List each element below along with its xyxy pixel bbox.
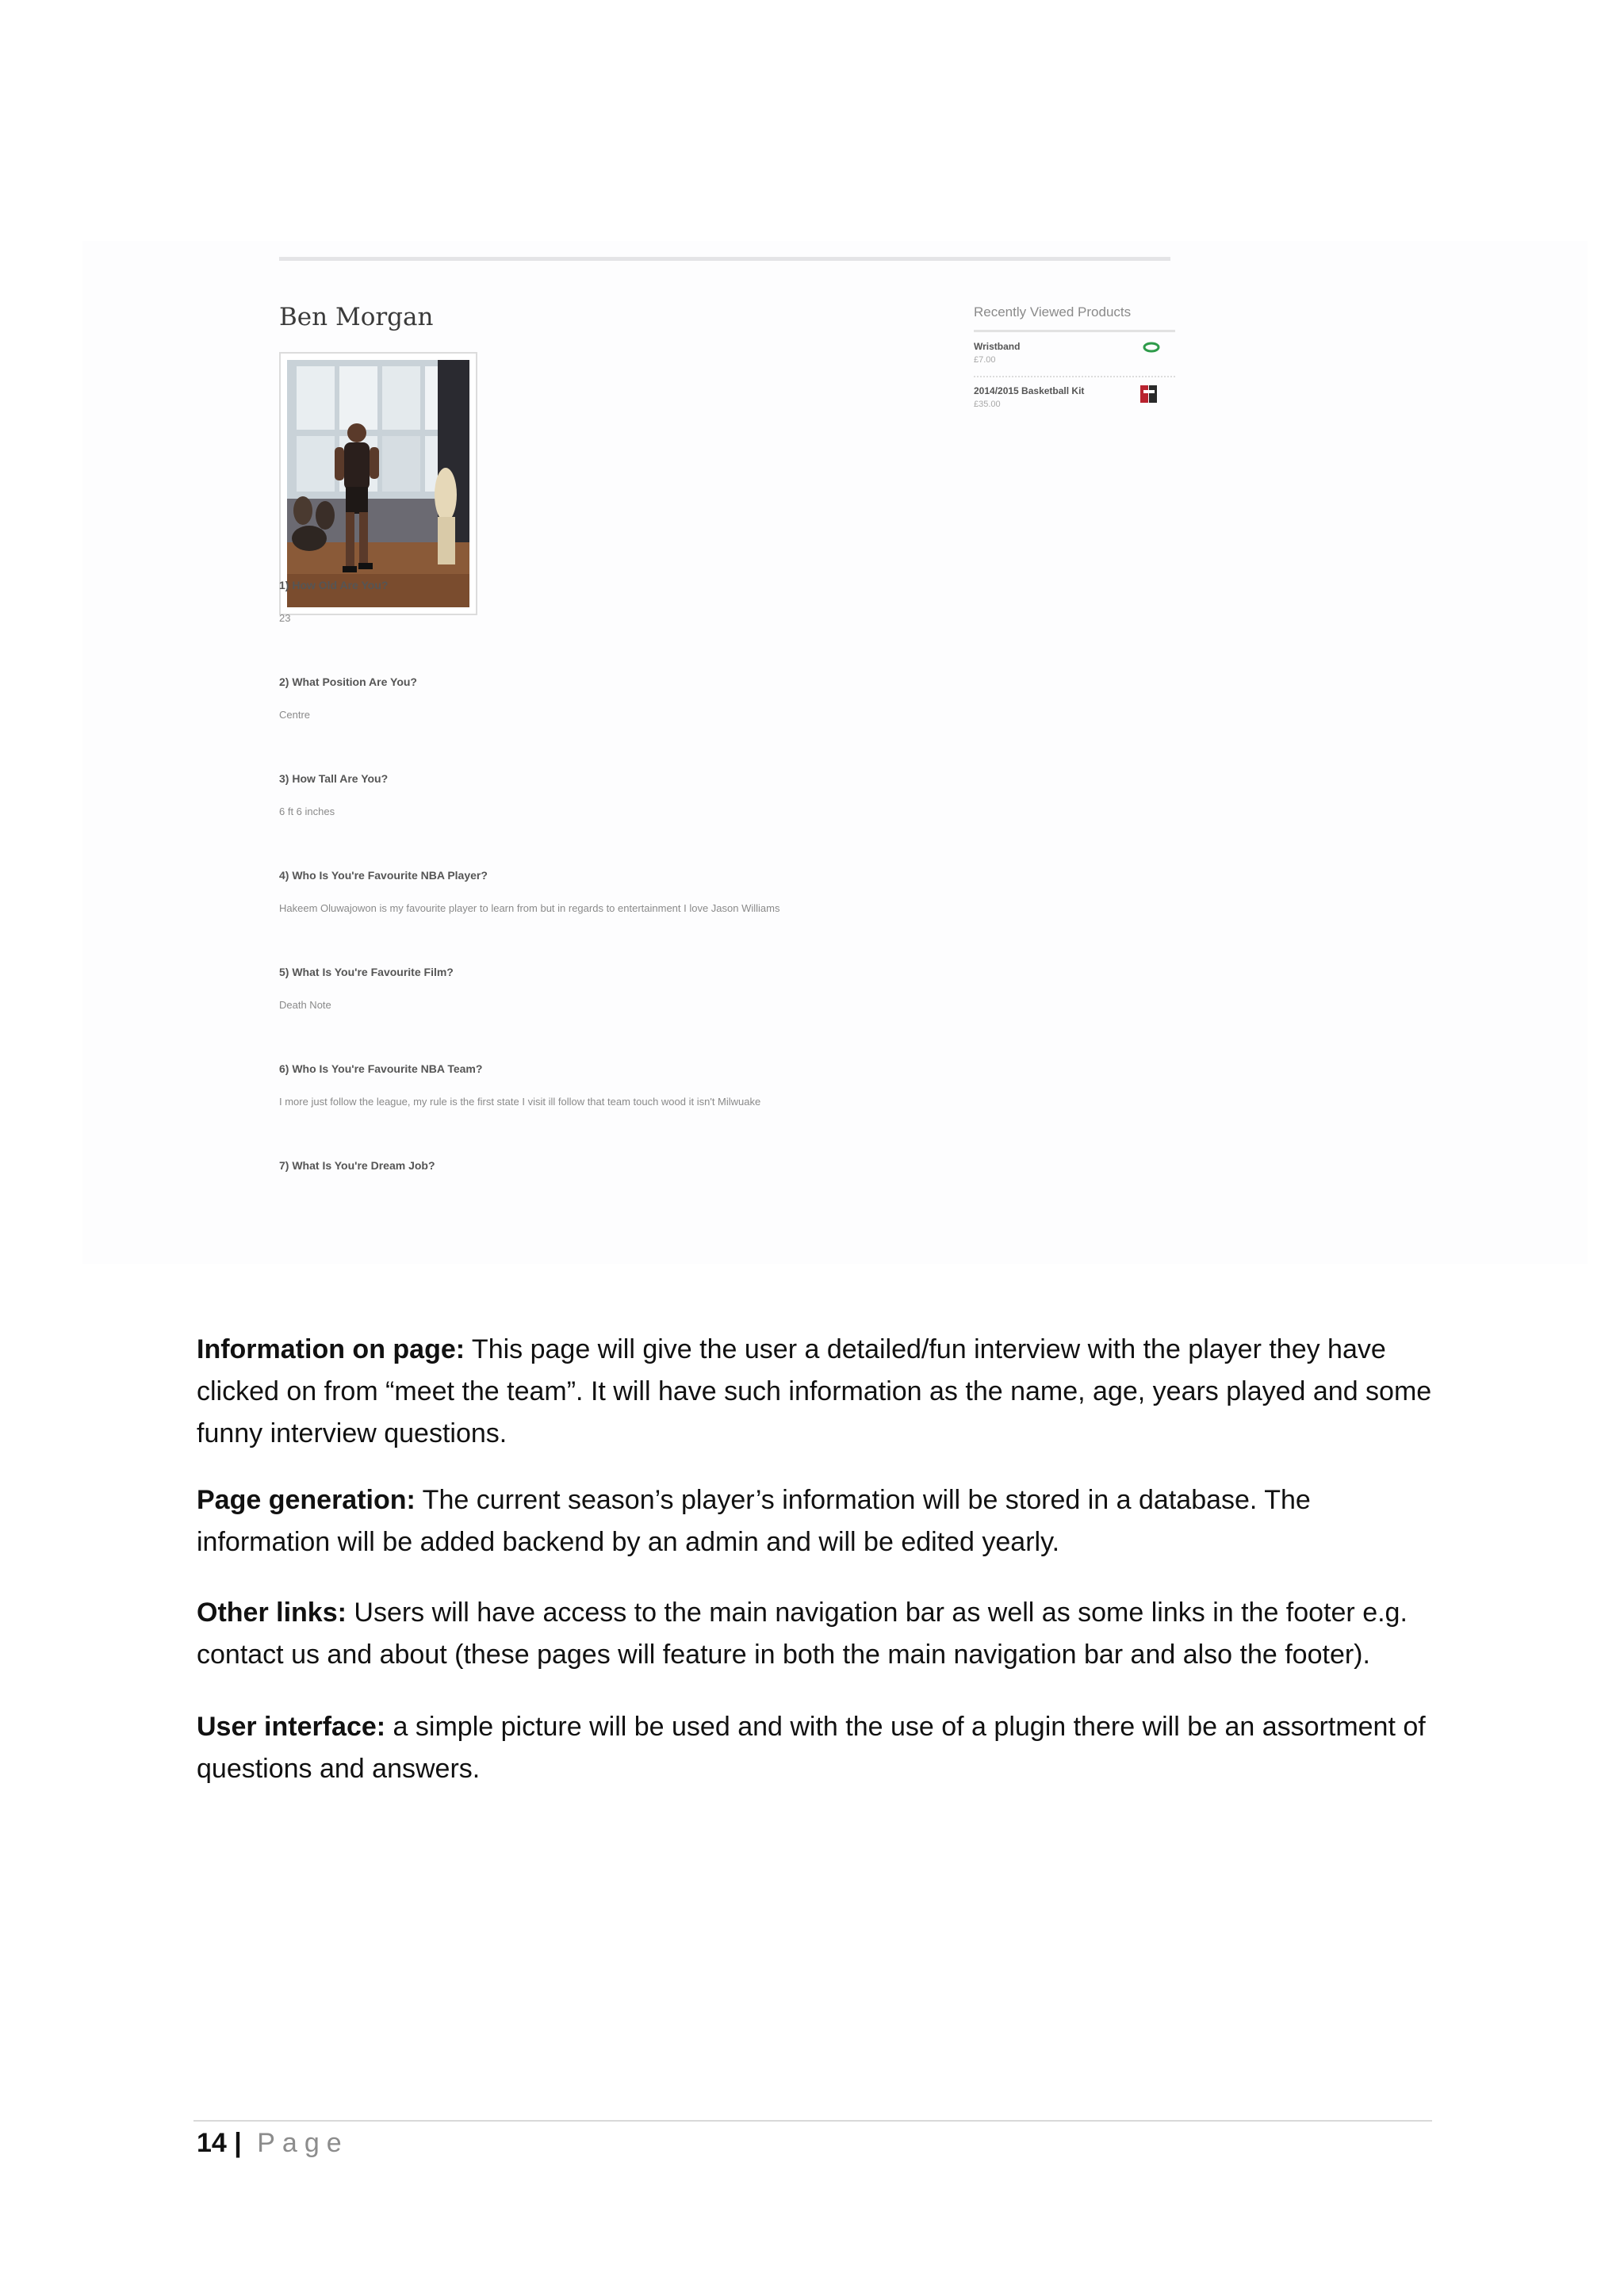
footer-separator: |: [234, 2128, 242, 2158]
answer-5: Death Note: [279, 999, 331, 1011]
question-4: 4) Who Is You're Favourite NBA Player?: [279, 869, 488, 882]
player-photo-image: [287, 360, 469, 607]
question-1: 1) How Old Are You?: [279, 579, 389, 591]
header-divider: [279, 257, 1170, 261]
answer-3: 6 ft 6 inches: [279, 806, 335, 817]
paragraph-label: Information on page:: [197, 1334, 465, 1364]
page-number: 14: [197, 2128, 227, 2158]
recently-viewed-divider: [974, 330, 1175, 332]
paragraph-information-on-page: [197, 1329, 1434, 1455]
answer-4: Hakeem Oluwajowon is my favourite player to learn from but in regards to entertainment I love Jason Williams: [279, 902, 780, 914]
recently-viewed-separator: [974, 376, 1175, 377]
answer-6: I more just follow the league, my rule is the first state I visit ill follow that team touch wood it isn't Milwuake: [279, 1096, 761, 1108]
product-price: £7.00: [974, 355, 996, 365]
paragraph-text: The current season’s player’s information will be stored in a database. The information will be added backend by an admin and will be edited yearly.: [197, 1485, 1311, 1557]
recently-viewed-title: Recently Viewed Products: [974, 304, 1132, 320]
question-5: 5) What Is You're Favourite Film?: [279, 966, 454, 978]
paragraph-text: This page will give the user a detailed/fun interview with the player they have clicked on from “meet the team”. It will have such information as the name, age, years played and some funny interview questions.: [197, 1334, 1432, 1448]
basketball-kit-icon[interactable]: [1137, 382, 1161, 406]
player-photo: [279, 352, 477, 615]
paragraph-user-interface: [197, 1706, 1434, 1790]
question-7: 7) What Is You're Dream Job?: [279, 1159, 435, 1172]
answer-1: 23: [279, 612, 291, 624]
answer-2: Centre: [279, 709, 311, 721]
paragraph-text: a simple picture will be used and with the use of a plugin there will be an assortment of questions and answers.: [197, 1712, 1426, 1784]
paragraph-page-generation: [197, 1479, 1434, 1563]
question-2: 2) What Position Are You?: [279, 675, 417, 688]
product-name[interactable]: 2014/2015 Basketball Kit: [974, 385, 1085, 396]
website-screenshot: [82, 241, 1588, 1264]
paragraph-label: User interface:: [197, 1712, 386, 1742]
paragraph-label: Page generation:: [197, 1485, 416, 1515]
wristband-icon[interactable]: [1142, 341, 1161, 354]
player-name: Ben Morgan: [279, 303, 434, 331]
footer-divider: [193, 2120, 1432, 2122]
paragraph-label: Other links:: [197, 1598, 347, 1628]
page-label: Page: [257, 2128, 349, 2158]
paragraph-other-links: [197, 1592, 1434, 1676]
page-footer: [197, 2128, 349, 2159]
product-price: £35.00: [974, 400, 1001, 409]
product-name[interactable]: Wristband: [974, 341, 1021, 352]
question-3: 3) How Tall Are You?: [279, 772, 389, 785]
question-6: 6) Who Is You're Favourite NBA Team?: [279, 1062, 483, 1075]
paragraph-text: Users will have access to the main navigation bar as well as some links in the footer e.g. contact us and about (these pages will feature in both the main navigation bar and also the footer).: [197, 1598, 1408, 1670]
